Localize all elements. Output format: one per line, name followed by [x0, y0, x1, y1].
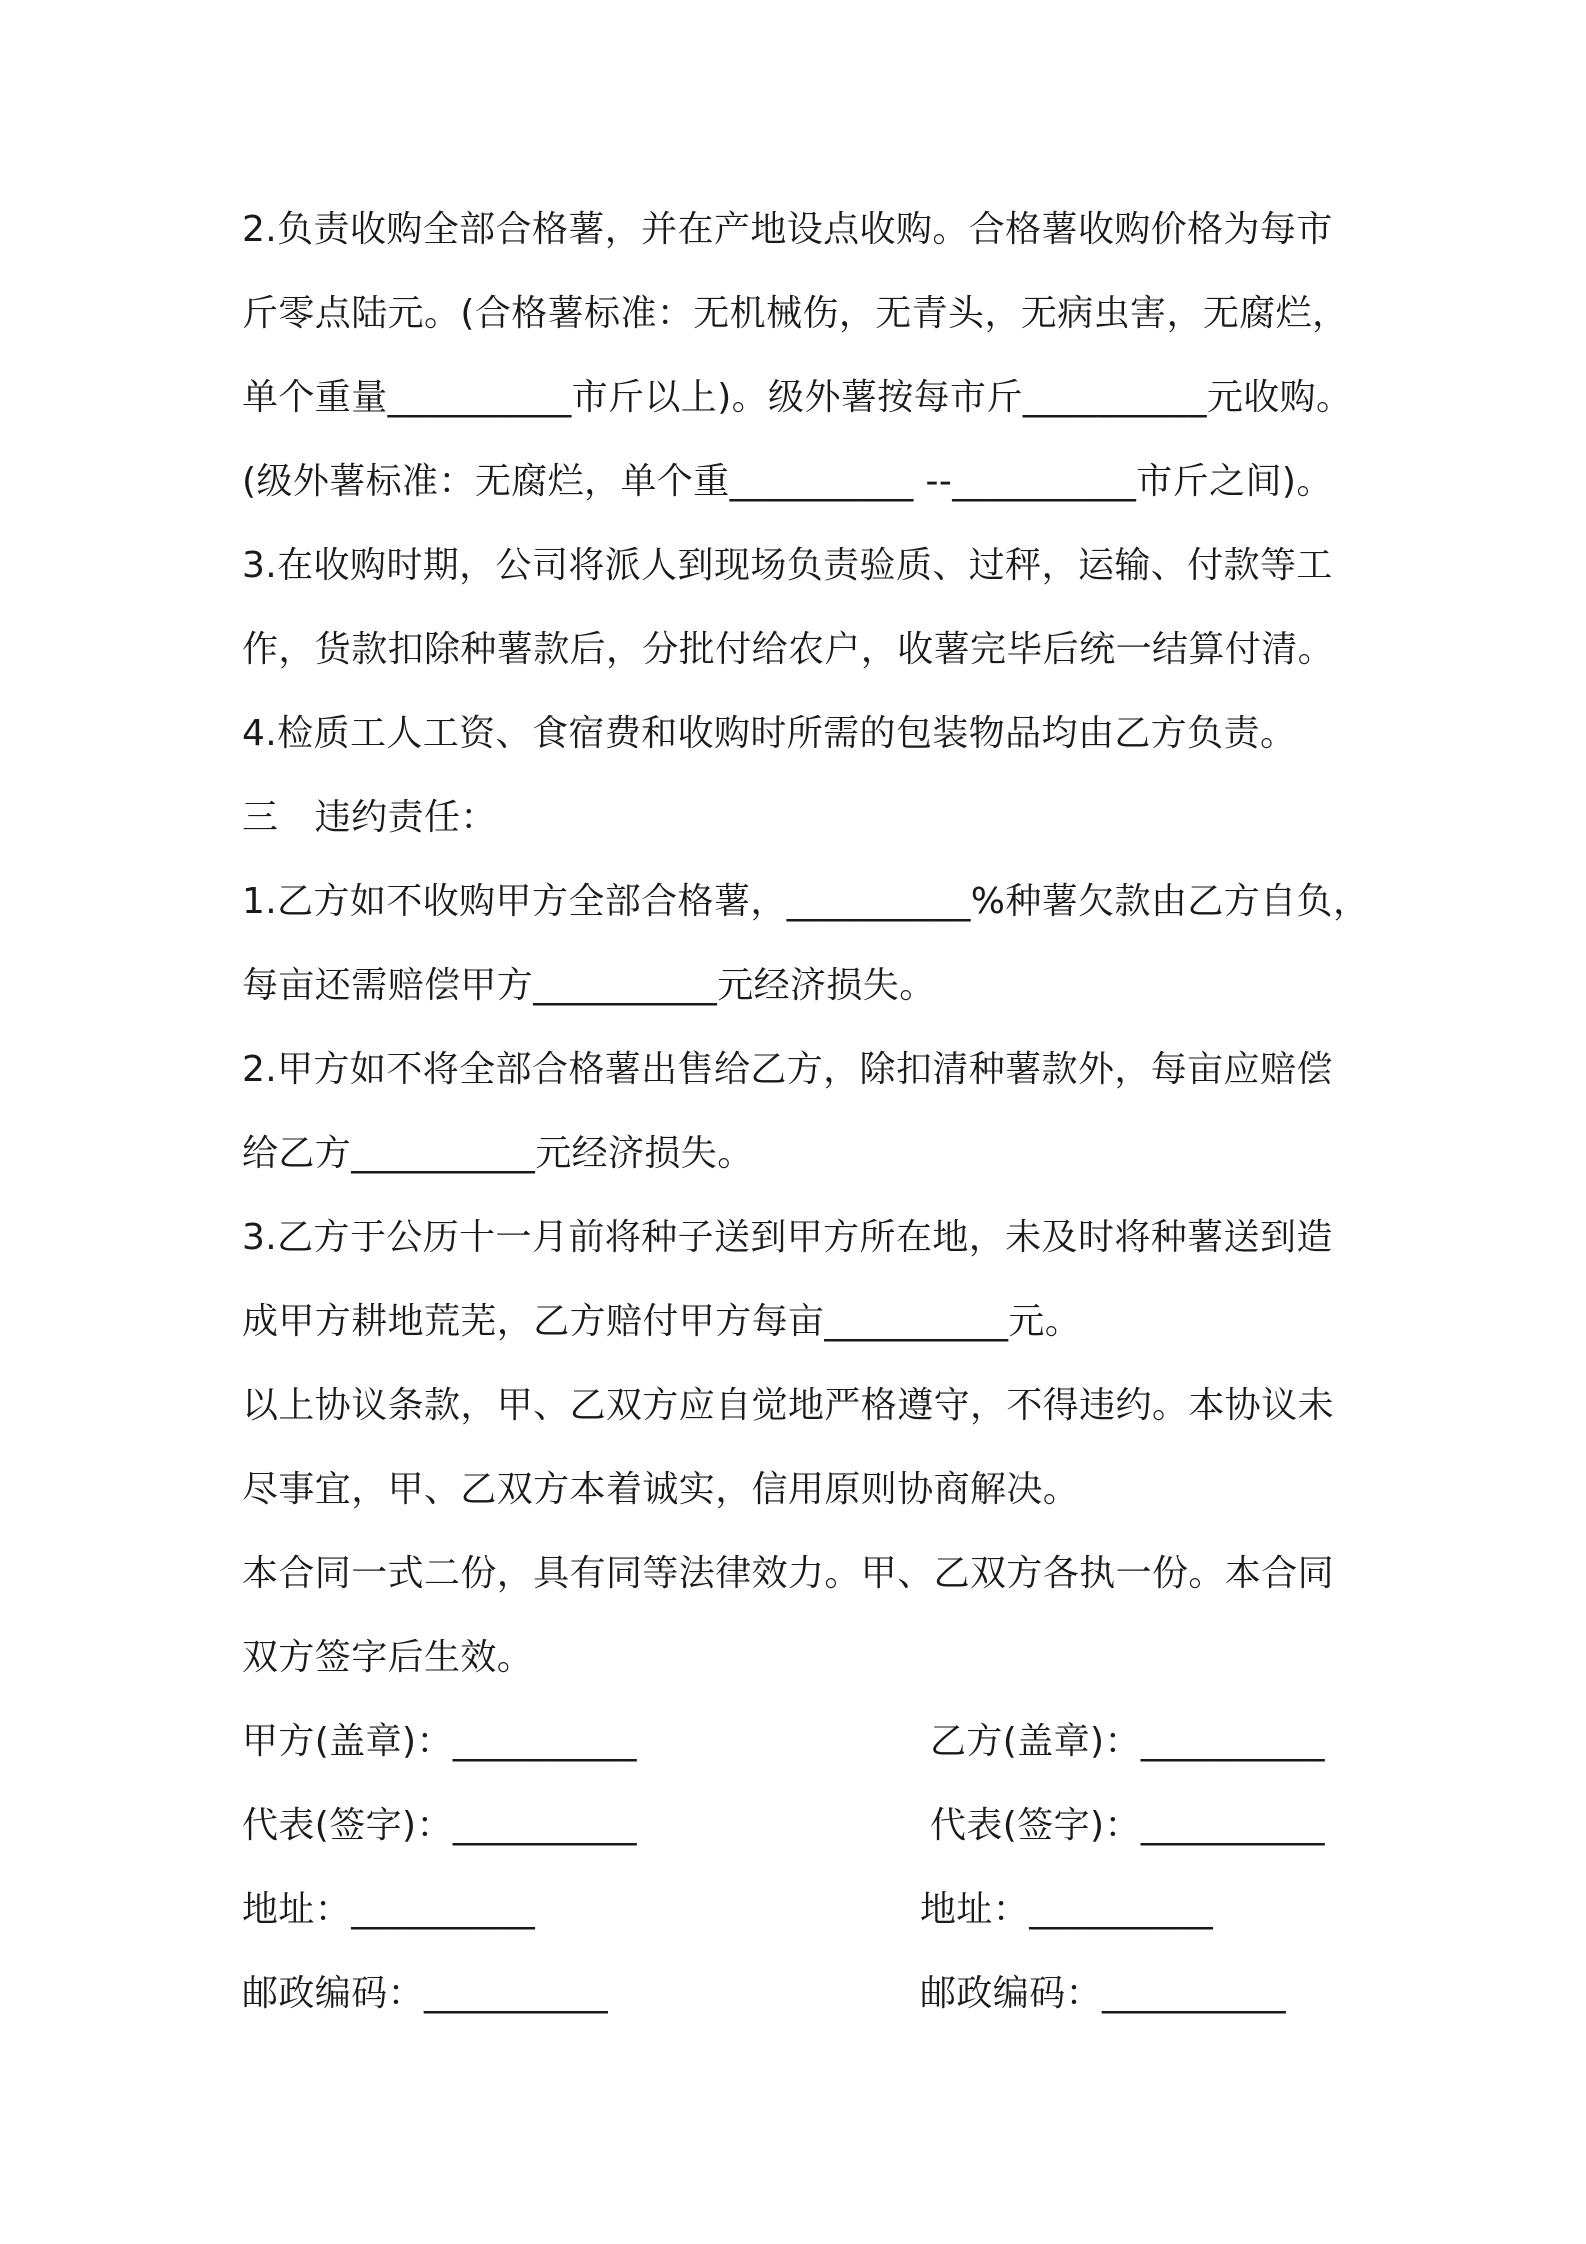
paragraph-line: 成甲方耕地荒芜，乙方赔付甲方每亩__________元。 [242, 1301, 1082, 1342]
paragraph-line: 1.乙方如不收购甲方全部合格薯，__________%种薯欠款由乙方自负， [242, 881, 1370, 922]
paragraph-line: 以上协议条款，甲、乙双方应自觉地严格遵守，不得违约。本协议未 [242, 1385, 1335, 1426]
party-b-seal-field: 乙方(盖章)：__________ [930, 1721, 1325, 1762]
paragraph-line: 2.甲方如不将全部合格薯出售给乙方，除扣清种薯款外，每亩应赔偿 [242, 1049, 1333, 1090]
paragraph-line: 3.在收购时期，公司将派人到现场负责验质、过秤，运输、付款等工 [242, 545, 1333, 586]
paragraph-line: 3.乙方于公历十一月前将种子送到甲方所在地，未及时将种薯送到造 [242, 1217, 1333, 1258]
party-b-address-field: 地址：__________ [920, 1889, 1214, 1930]
paragraph-line: 给乙方__________元经济损失。 [242, 1133, 754, 1174]
party-a-seal-field: 甲方(盖章)：__________ [242, 1721, 637, 1762]
party-a-address-field: 地址：__________ [242, 1889, 536, 1930]
paragraph-line: (级外薯标准：无腐烂，单个重__________ --__________市斤之间)。 [242, 461, 1333, 502]
paragraph-line: 每亩还需赔偿甲方__________元经济损失。 [242, 965, 936, 1006]
paragraph-line: 作，货款扣除种薯款后，分批付给农户，收薯完毕后统一结算付清。 [242, 629, 1335, 670]
paragraph-line: 4.检质工人工资、食宿费和收购时所需的包装物品均由乙方负责。 [242, 713, 1297, 754]
party-b-postcode-field: 邮政编码：__________ [920, 1973, 1286, 2014]
paragraph-line: 双方签字后生效。 [242, 1637, 534, 1678]
paragraph-line: 尽事宜，甲、乙双方本着诚实，信用原则协商解决。 [242, 1469, 1080, 1510]
paragraph-line: 斤零点陆元。(合格薯标准：无机械伤，无青头，无病虫害，无腐烂， [242, 293, 1349, 334]
paragraph-line: 本合同一式二份，具有同等法律效力。甲、乙双方各执一份。本合同 [242, 1553, 1335, 1594]
party-b-representative-field: 代表(签字)：__________ [930, 1805, 1325, 1846]
party-a-postcode-field: 邮政编码：__________ [242, 1973, 608, 2014]
section-heading: 三 违约责任： [242, 797, 497, 838]
party-a-representative-field: 代表(签字)：__________ [242, 1805, 637, 1846]
paragraph-line: 2.负责收购全部合格薯，并在产地设点收购。合格薯收购价格为每市 [242, 209, 1333, 250]
paragraph-line: 单个重量__________市斤以上)。级外薯按每市斤__________元收购。 [242, 377, 1353, 418]
